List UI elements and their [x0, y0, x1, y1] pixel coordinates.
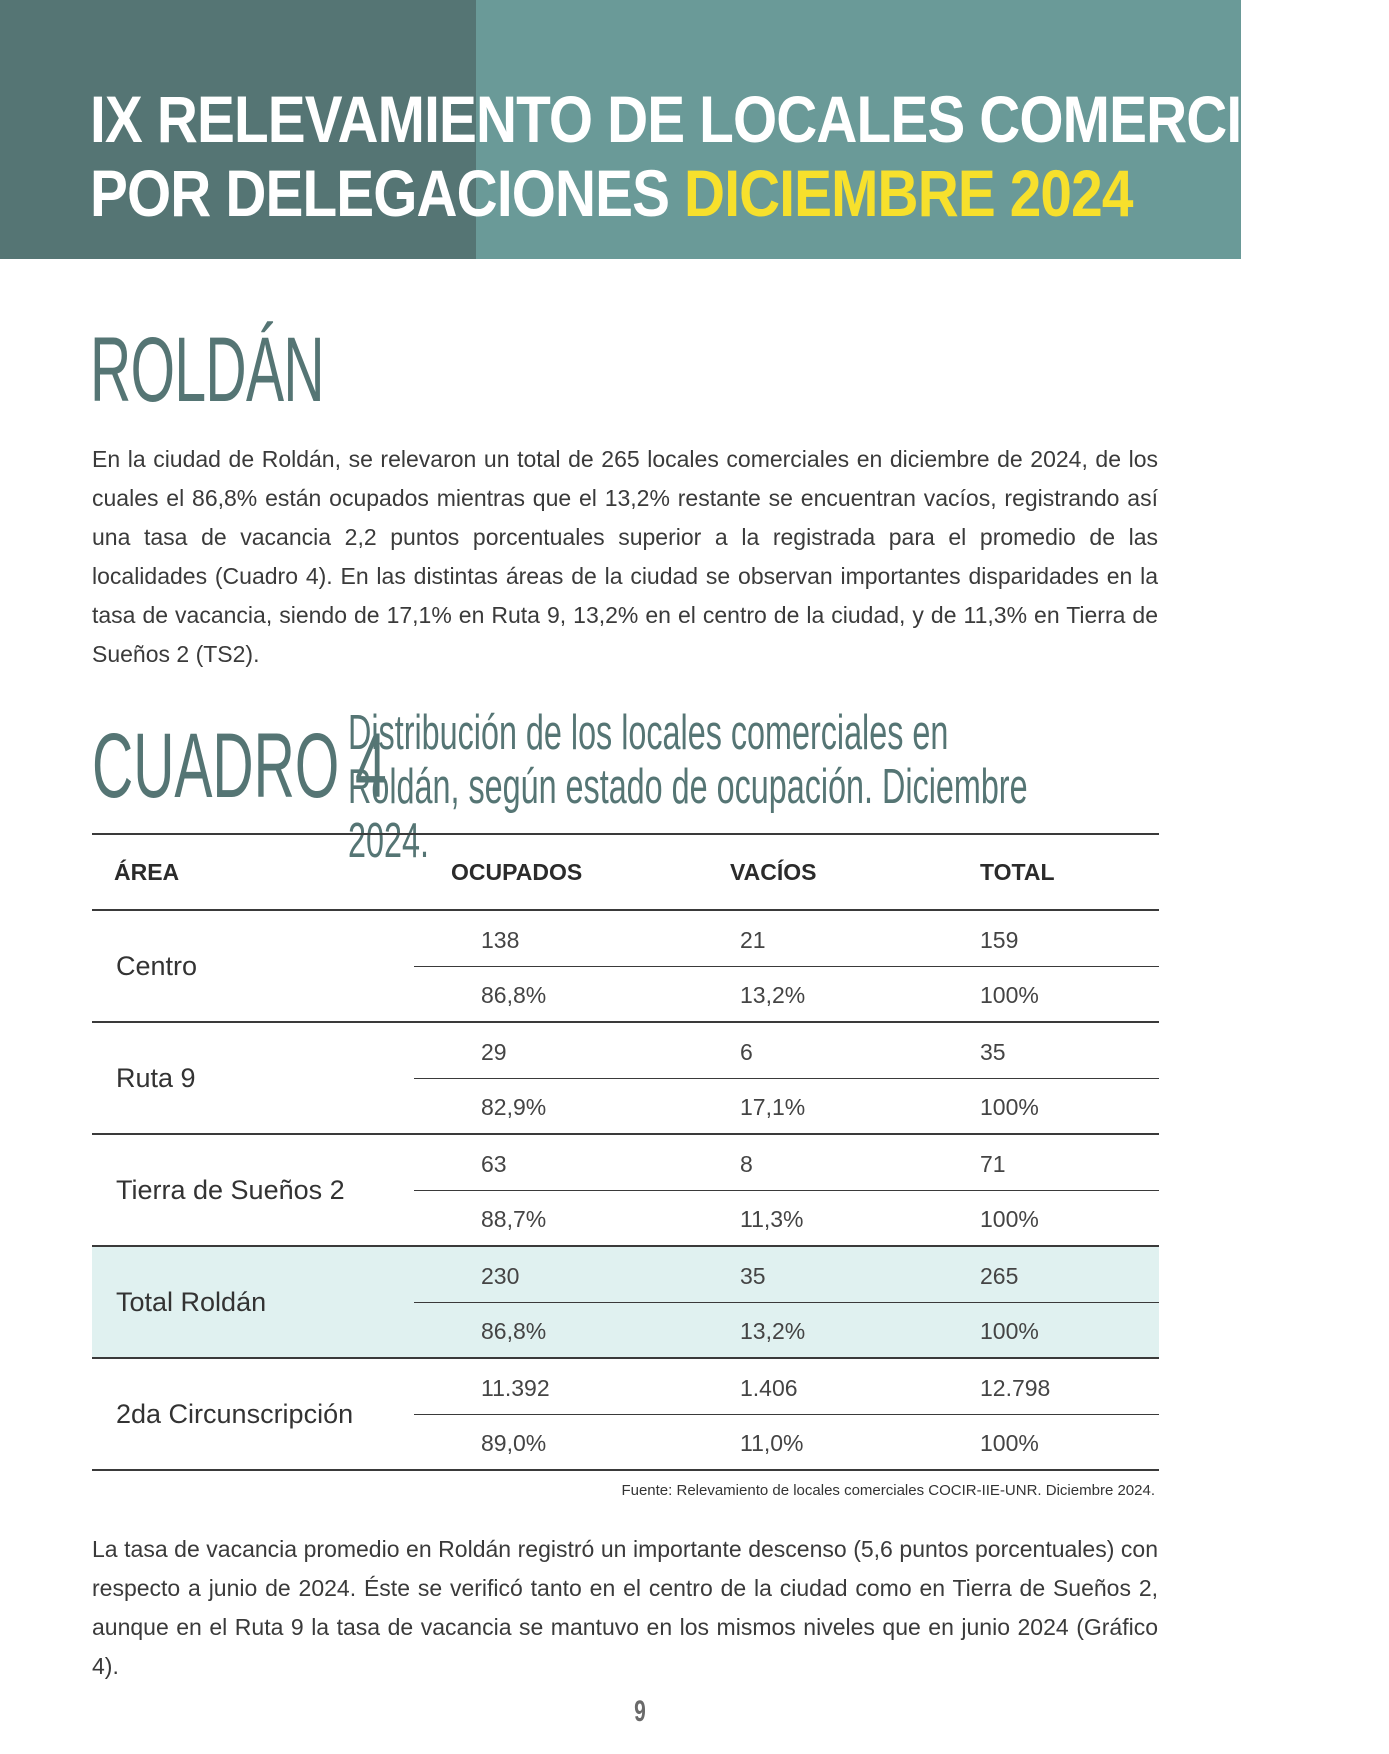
table-row-ruta-9	[92, 1023, 1159, 1135]
vacios-percent: 17,1%	[740, 1094, 806, 1120]
total-percent: 100%	[980, 1430, 1039, 1456]
ocupados-percent: 82,9%	[481, 1094, 547, 1120]
table-row-2da-circunscripcion	[92, 1359, 1159, 1471]
ocupados-percent: 89,0%	[481, 1430, 547, 1456]
vacios-percent: 13,2%	[740, 1318, 806, 1344]
ocupados-count: 230	[481, 1263, 520, 1289]
ocupados-percent: 86,8%	[481, 1318, 547, 1344]
header-title-line2	[90, 156, 1133, 230]
vacios-count: 1.406	[740, 1375, 798, 1401]
ocupados-count: 63	[481, 1151, 507, 1177]
table-row-total-roldan	[92, 1247, 1159, 1359]
page-number: 9	[634, 1695, 646, 1728]
ocupados-count: 11.392	[481, 1375, 550, 1401]
counts-row	[414, 1135, 1159, 1191]
percents-row	[414, 1190, 1159, 1245]
total-percent: 100%	[980, 982, 1039, 1008]
data-table	[92, 833, 1159, 1471]
vacios-count: 6	[740, 1039, 753, 1065]
header-ocupados: OCUPADOS	[451, 859, 583, 885]
area-label: Centro	[116, 951, 198, 981]
header-title	[90, 82, 1389, 230]
cuadro-caption: Distribución de los locales comerciales en Roldán, según estado de ocupación. Diciembre 2024.	[348, 706, 1028, 868]
table-row-tierra-de-suenos-2	[92, 1135, 1159, 1247]
header-title-line2-white: POR DELEGACIONES	[90, 156, 685, 230]
vacios-percent: 11,0%	[740, 1430, 804, 1456]
section-title: ROLDÁN	[90, 319, 325, 421]
intro-paragraph: En la ciudad de Roldán, se relevaron un total de 265 locales comerciales en diciembre de 2024, de los cuales el 86,8% están ocupados mientras que el 13,2% restante se encuentran vacíos, registrando así una tasa de vacancia 2,2 puntos porcentuales superior a la registrada para el promedio de las localidades (Cuadro 4). En las distintas áreas de la ciudad se observan importantes disparidades en la tasa de vacancia, siendo de 17,1% en Ruta 9, 13,2% en el centro de la ciudad, y de 11,3% en Tierra de Sueños 2 (TS2).	[92, 446, 1158, 667]
total-percent: 100%	[980, 1318, 1039, 1344]
total-count: 12.798	[980, 1375, 1051, 1401]
area-label: 2da Circunscripción	[116, 1399, 354, 1429]
counts-row	[414, 1247, 1159, 1303]
ocupados-count: 138	[481, 927, 520, 953]
table-row-centro	[92, 911, 1159, 1023]
ocupados-percent: 86,8%	[481, 982, 547, 1008]
total-count: 35	[980, 1039, 1006, 1065]
cuadro-label: CUADRO 4	[92, 715, 387, 817]
total-count: 71	[980, 1151, 1006, 1177]
header-total: TOTAL	[980, 859, 1055, 885]
area-label: Tierra de Sueños 2	[116, 1175, 345, 1205]
ocupados-count: 29	[481, 1039, 507, 1065]
vacios-count: 35	[740, 1263, 766, 1289]
header-title-date: DICIEMBRE 2024	[684, 156, 1133, 230]
counts-row	[414, 1359, 1159, 1415]
percents-row	[414, 1414, 1159, 1469]
vacios-percent: 11,3%	[740, 1206, 804, 1232]
total-count: 159	[980, 927, 1019, 953]
percents-row	[414, 966, 1159, 1021]
area-label: Ruta 9	[116, 1063, 196, 1093]
counts-row	[414, 911, 1159, 967]
total-percent: 100%	[980, 1094, 1039, 1120]
vacios-count: 21	[740, 927, 766, 953]
header-title-line1: IX RELEVAMIENTO DE LOCALES COMERCIALES	[90, 82, 1389, 156]
area-label: Total Roldán	[116, 1287, 267, 1317]
total-count: 265	[980, 1263, 1019, 1289]
percents-row	[414, 1078, 1159, 1133]
page-header	[0, 0, 1389, 259]
header-vacios: VACÍOS	[730, 859, 817, 885]
vacios-percent: 13,2%	[740, 982, 806, 1008]
total-percent: 100%	[980, 1206, 1039, 1232]
ocupados-percent: 88,7%	[481, 1206, 547, 1232]
counts-row	[414, 1023, 1159, 1079]
table-source: Fuente: Relevamiento de locales comerciales COCIR-IIE-UNR. Diciembre 2024.	[621, 1482, 1155, 1499]
percents-row	[414, 1302, 1159, 1357]
table-header	[92, 835, 1159, 911]
vacios-count: 8	[740, 1151, 753, 1177]
header-area: ÁREA	[114, 859, 180, 885]
closing-paragraph: La tasa de vacancia promedio en Roldán registró un importante descenso (5,6 puntos porcentuales) con respecto a junio de 2024. Éste se verificó tanto en el centro de la ciudad como en Tierra de Sueños 2, aunque en el Ruta 9 la tasa de vacancia se mantuvo en los mismos niveles que en junio 2024 (Gráfico 4).	[92, 1536, 1158, 1679]
